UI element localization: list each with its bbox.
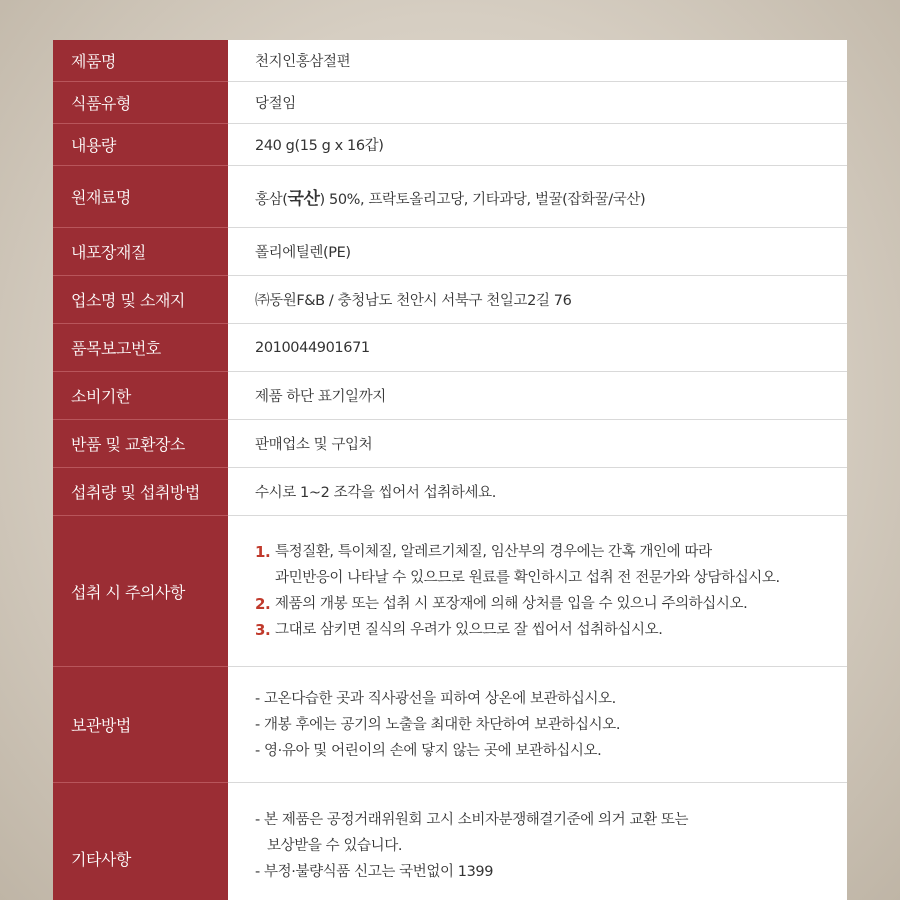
row-company-address — [53, 276, 847, 324]
row-label: 반품 및 교환장소 — [53, 420, 228, 468]
row-label: 보관방법 — [53, 667, 228, 783]
row-value: 폴리에틸렌(PE) — [255, 245, 351, 261]
row-label: 섭취 시 주의사항 — [53, 516, 228, 667]
row-ingredients — [53, 166, 847, 228]
storage-list — [228, 667, 847, 782]
row-value: ㈜동원F&B / 충청남도 천안시 서북구 천일고2길 76 — [255, 293, 572, 309]
ingredients-post: ) 50%, 프락토올리고당, 기타과당, 벌꿀(잡화꿀/국산) — [319, 192, 646, 208]
caution-number: 1. — [255, 543, 271, 561]
caution-text — [275, 539, 780, 591]
storage-line: - 고온다습한 곳과 직사광선을 피하여 상온에 보관하십시오. — [255, 690, 616, 707]
ingredients-origin-emphasis: 국산 — [287, 189, 320, 209]
row-label: 품목보고번호 — [53, 324, 228, 372]
other-note-line: - 부정·불량식품 신고는 국번없이 1399 — [255, 864, 494, 880]
storage-line: - 영·유아 및 어린이의 손에 닿지 않는 곳에 보관하십시오. — [255, 742, 602, 759]
ingredients-pre: 홍삼( — [255, 192, 288, 208]
row-label: 식품유형 — [53, 82, 228, 124]
row-intake-cautions — [53, 516, 847, 667]
other-note-line: 보상받을 수 있습니다. — [267, 838, 403, 854]
row-label: 섭취량 및 섭취방법 — [53, 468, 228, 516]
caution-item — [255, 591, 847, 617]
other-note-line: - 본 제품은 공정거래위원회 고시 소비자분쟁해결기준에 의거 교환 또는 — [255, 812, 689, 828]
caution-list — [228, 516, 847, 666]
row-value: 240 g(15 g x 16갑) — [255, 138, 384, 154]
row-label: 제품명 — [53, 40, 228, 82]
row-return-place — [53, 420, 847, 468]
row-value: 수시로 1~2 조각을 씹어서 섭취하세요. — [255, 485, 496, 501]
row-expiry — [53, 372, 847, 420]
storage-line: - 개봉 후에는 공기의 노출을 최대한 차단하여 보관하십시오. — [255, 716, 621, 733]
row-packaging-material — [53, 228, 847, 276]
caution-text: 그대로 삼키면 질식의 우려가 있으므로 잘 씹어서 섭취하십시오. — [275, 622, 663, 638]
caution-number: 2. — [255, 595, 271, 613]
row-value: 판매업소 및 구입처 — [255, 437, 373, 453]
row-value: 제품 하단 표기일까지 — [255, 389, 386, 405]
row-label: 내용량 — [53, 124, 228, 166]
caution-item — [255, 539, 847, 591]
row-label: 원재료명 — [53, 166, 228, 228]
row-value: 천지인홍삼절편 — [255, 54, 351, 70]
other-notes-list — [228, 783, 847, 900]
row-label: 소비기한 — [53, 372, 228, 420]
row-value: 당절임 — [255, 96, 296, 112]
product-info-table — [53, 40, 847, 900]
row-food-type — [53, 82, 847, 124]
row-label: 기타사항 — [53, 783, 228, 900]
caution-line: 특정질환, 특이체질, 알레르기체질, 임산부의 경우에는 간혹 개인에 따라 — [275, 544, 712, 560]
caution-number: 3. — [255, 621, 271, 639]
row-label: 내포장재질 — [53, 228, 228, 276]
row-report-number — [53, 324, 847, 372]
row-content-amount — [53, 124, 847, 166]
row-value: 2010044901671 — [255, 339, 370, 356]
row-storage — [53, 667, 847, 783]
row-other-notes — [53, 783, 847, 900]
caution-item — [255, 617, 847, 643]
row-label: 업소명 및 소재지 — [53, 276, 228, 324]
row-value — [228, 166, 847, 227]
caution-text: 제품의 개봉 또는 섭취 시 포장재에 의해 상처를 입을 수 있으니 주의하십시오. — [275, 596, 748, 612]
row-intake-method — [53, 468, 847, 516]
caution-line: 과민반응이 나타날 수 있으므로 원료를 확인하시고 섭취 전 전문가와 상담하십시오. — [275, 570, 780, 586]
row-product-name — [53, 40, 847, 82]
